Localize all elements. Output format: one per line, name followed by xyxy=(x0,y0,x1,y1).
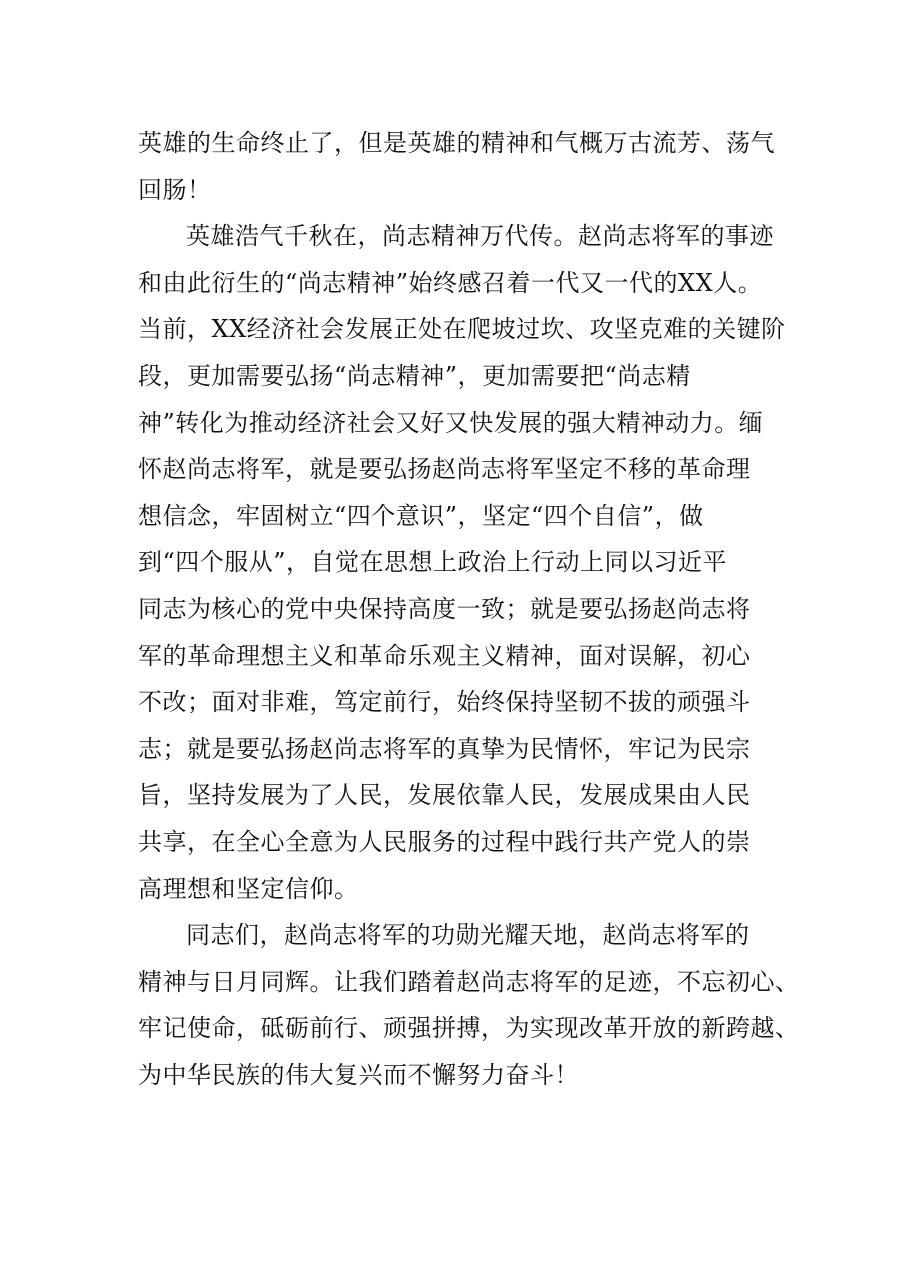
text-line: 旨，坚持发展为了人民，发展依靠人民，发展成果由人民 xyxy=(138,781,751,810)
text-line: 高理想和坚定信仰。 xyxy=(138,874,359,903)
paragraph xyxy=(138,912,798,1098)
text-line: 英雄的生命终止了，但是英雄的精神和气概万古流芳、荡气 xyxy=(138,129,775,157)
text-line: 牢记使命，砥砺前行、顽强拼搏，为实现改革开放的新跨越、 xyxy=(138,1014,800,1043)
text-line: 神”转化为推动经济社会又好又快发展的强大精神动力。缅 xyxy=(138,408,764,437)
text-line: 军的革命理想主义和革命乐观主义精神，面对误解，初心 xyxy=(138,641,751,670)
paragraph xyxy=(138,213,798,912)
text-line: 同志们，赵尚志将军的功勋光耀天地，赵尚志将军的 xyxy=(186,921,750,950)
text-line: 英雄浩气千秋在，尚志精神万代传。赵尚志将军的事迹 xyxy=(186,222,774,251)
paragraph xyxy=(138,120,798,213)
text-line: 不改；面对非难，笃定前行，始终保持坚韧不拔的顽强斗 xyxy=(138,688,751,717)
text-line: 和由此衍生的“尚志精神”始终感召着一代又一代的XX人。 xyxy=(138,268,763,297)
text-line: 志；就是要弘扬赵尚志将军的真挚为民情怀，牢记为民宗 xyxy=(138,734,751,763)
text-line: 当前，XX经济社会发展正处在爬坡过坎、攻坚克难的关键阶 xyxy=(138,315,786,344)
text-line: 到“四个服从”，自觉在思想上政治上行动上同以习近平 xyxy=(138,548,728,577)
text-line: 共享，在全心全意为人民服务的过程中践行共产党人的崇 xyxy=(138,827,751,856)
text-line: 段，更加需要弘扬“尚志精神”，更加需要把“尚志精 xyxy=(138,361,691,390)
document-body xyxy=(138,120,798,1098)
text-line: 精神与日月同辉。让我们踏着赵尚志将军的足迹，不忘初心、 xyxy=(138,967,800,996)
text-line: 怀赵尚志将军，就是要弘扬赵尚志将军坚定不移的革命理 xyxy=(138,455,751,484)
text-line: 为中华民族的伟大复兴而不懈努力奋斗！ xyxy=(138,1060,579,1089)
text-line: 同志为核心的党中央保持高度一致；就是要弘扬赵尚志将 xyxy=(138,594,751,623)
text-line: 想信念，牢固树立“四个意识”，坚定“四个自信”，做 xyxy=(138,501,704,530)
text-line: 回肠！ xyxy=(138,175,212,204)
